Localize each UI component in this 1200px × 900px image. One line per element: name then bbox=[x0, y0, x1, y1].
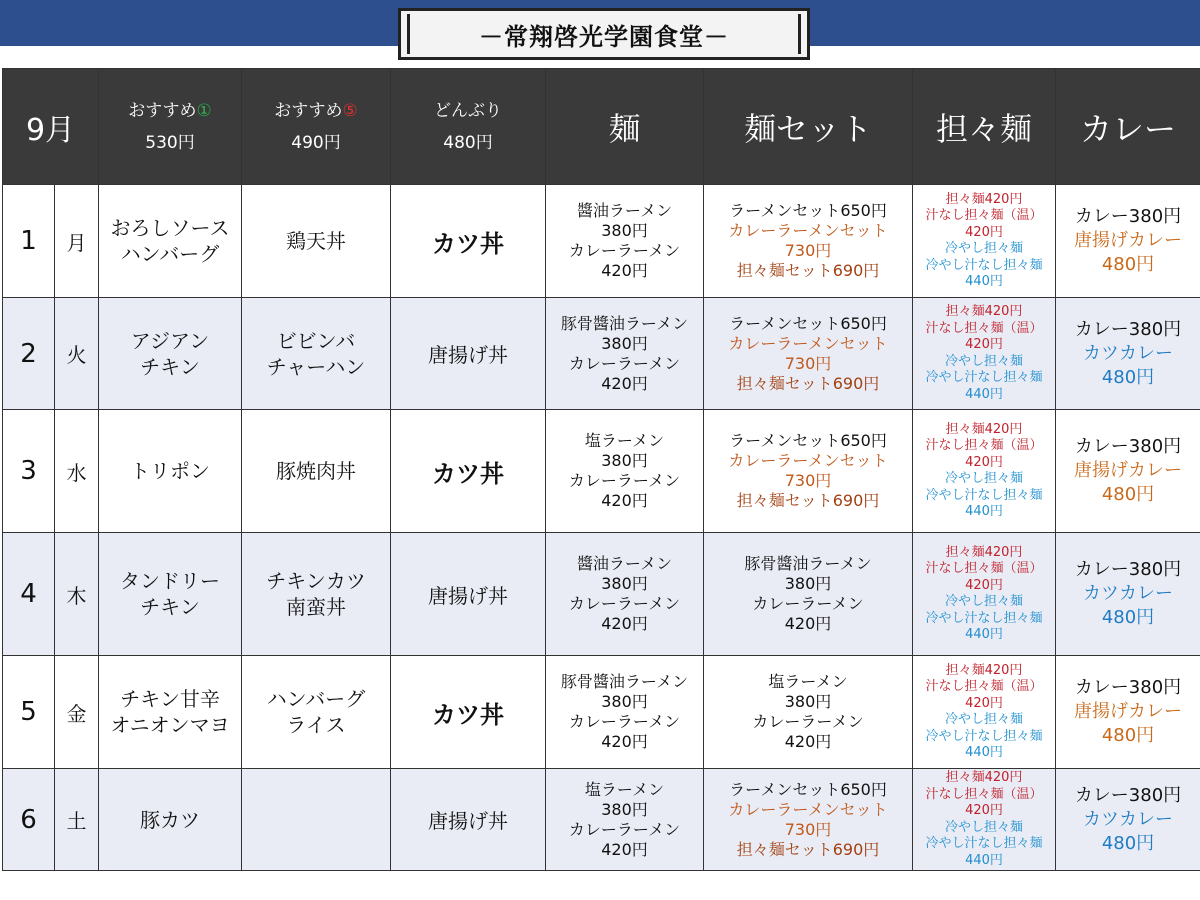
donburi-cell bbox=[391, 410, 546, 533]
cell-line: 汁なし担々麺（温） bbox=[925, 320, 1043, 336]
cell-line: 420円 bbox=[601, 373, 648, 393]
cell-line: チキンカツ bbox=[266, 569, 366, 593]
cell-line: カレーラーメン bbox=[568, 471, 681, 490]
donburi-cell bbox=[391, 656, 546, 769]
recommend-5-cell bbox=[242, 185, 391, 298]
recommend-1-cell bbox=[99, 185, 242, 298]
cell-line: 南蛮丼 bbox=[286, 595, 346, 619]
cell-line: ビビンバ bbox=[276, 328, 356, 353]
cell-line: 豚骨醬油ラーメン bbox=[560, 672, 689, 691]
donburi-name: カツ丼 bbox=[432, 700, 504, 729]
cell-line: カレーラーメン bbox=[568, 353, 681, 373]
cell-line: オニオンマヨ bbox=[110, 713, 230, 737]
cell-lines bbox=[546, 431, 703, 511]
cell-line: 420円 bbox=[965, 577, 1003, 593]
cell-lines bbox=[1056, 318, 1200, 390]
cell-line: 担々麺420円 bbox=[945, 421, 1023, 437]
cell-lines bbox=[99, 568, 241, 620]
weekday-cell bbox=[55, 533, 99, 656]
noodle-set-cell bbox=[704, 533, 913, 656]
table-row bbox=[3, 410, 1200, 533]
donburi-name: 唐揚げ丼 bbox=[428, 583, 508, 608]
tantanmen-cell bbox=[913, 533, 1056, 656]
day-number: 5 bbox=[20, 697, 37, 727]
day-number: 1 bbox=[20, 226, 37, 256]
cell-line: 420円 bbox=[601, 614, 648, 633]
cell-line: 420円 bbox=[965, 803, 1003, 818]
cell-lines bbox=[1056, 676, 1200, 748]
day-number: 3 bbox=[20, 456, 37, 486]
cell-lines bbox=[99, 215, 241, 267]
weekday: 土 bbox=[66, 809, 87, 833]
cell-line: カレー380円 bbox=[1074, 784, 1182, 806]
header-month: 9月 bbox=[3, 69, 99, 185]
cell-lines bbox=[1056, 205, 1200, 277]
cell-line: 冷やし担々麺 bbox=[944, 712, 1023, 727]
curry-cell bbox=[1056, 533, 1200, 656]
day-number-cell bbox=[3, 410, 55, 533]
cell-line: 480円 bbox=[1101, 607, 1155, 628]
cell-line: チキン甘辛 bbox=[120, 687, 220, 711]
cell-lines bbox=[704, 780, 912, 860]
cell-line: ラーメンセット650円 bbox=[729, 313, 887, 333]
cell-line: タンドリー bbox=[120, 569, 220, 593]
cell-line: 冷やし汁なし担々麺 bbox=[925, 836, 1043, 851]
cell-line: 担々麺セット690円 bbox=[736, 373, 880, 393]
curry-cell bbox=[1056, 656, 1200, 769]
tantanmen-cell bbox=[913, 185, 1056, 298]
cell-line: 440円 bbox=[965, 852, 1003, 868]
cell-line: 730円 bbox=[784, 241, 832, 260]
cell-line: 汁なし担々麺（温） bbox=[925, 679, 1043, 694]
cell-line: ラーメンセット650円 bbox=[729, 431, 887, 450]
cell-line: 汁なし担々麺（温） bbox=[925, 561, 1043, 576]
day-number-cell bbox=[3, 656, 55, 769]
cell-lines bbox=[704, 431, 912, 511]
header-noodles: 麺 bbox=[546, 69, 704, 185]
cell-line: カレー380円 bbox=[1074, 677, 1182, 698]
cell-line: カレーラーメンセット bbox=[728, 221, 888, 240]
cell-lines bbox=[99, 328, 241, 380]
cell-lines bbox=[913, 422, 1055, 521]
cell-lines bbox=[99, 807, 241, 833]
cell-line: カツカレー bbox=[1083, 583, 1173, 604]
curry-cell bbox=[1056, 769, 1200, 871]
weekday-cell bbox=[55, 656, 99, 769]
cell-line: 380円 bbox=[601, 692, 648, 711]
cell-line: 冷やし汁なし担々麺 bbox=[925, 257, 1043, 273]
weekday: 水 bbox=[66, 460, 87, 485]
cell-lines bbox=[546, 201, 703, 281]
cell-line: 担々麺セット690円 bbox=[736, 491, 880, 510]
cell-line: カレーラーメン bbox=[568, 241, 681, 260]
curry-cell bbox=[1056, 298, 1200, 410]
cell-line: 420円 bbox=[601, 261, 648, 280]
cell-line: チキン bbox=[140, 595, 200, 619]
tantanmen-cell bbox=[913, 298, 1056, 410]
donburi-cell bbox=[391, 769, 546, 871]
cell-line: 担々麺420円 bbox=[945, 544, 1023, 560]
cell-line: 醬油ラーメン bbox=[576, 201, 673, 220]
weekday: 金 bbox=[66, 701, 87, 726]
cell-line: 冷やし汁なし担々麺 bbox=[925, 610, 1043, 626]
header-recommend-1: おすすめ① 530円 bbox=[99, 69, 242, 185]
cell-line: 担々麺420円 bbox=[945, 770, 1023, 785]
cell-line: カツカレー bbox=[1083, 808, 1173, 830]
recommend-1-cell bbox=[99, 298, 242, 410]
cell-line: カツカレー bbox=[1083, 342, 1173, 364]
cell-lines bbox=[99, 686, 241, 738]
cell-line: 塩ラーメン bbox=[584, 779, 665, 799]
cell-line: カレー380円 bbox=[1074, 318, 1182, 340]
cell-line: 豚骨醬油ラーメン bbox=[560, 313, 689, 333]
noodle-cell bbox=[546, 185, 704, 298]
cell-line: チャーハン bbox=[266, 354, 366, 379]
header-donburi: どんぶり 480円 bbox=[391, 69, 546, 185]
cell-lines bbox=[546, 780, 703, 860]
day-number: 6 bbox=[20, 804, 37, 835]
weekday-cell bbox=[55, 769, 99, 871]
cell-line: 420円 bbox=[965, 695, 1003, 711]
cell-line: 440円 bbox=[965, 745, 1003, 760]
cell-line: 730円 bbox=[784, 471, 832, 490]
noodle-cell bbox=[546, 533, 704, 656]
cell-line: カレー380円 bbox=[1074, 206, 1182, 227]
cell-line: ライス bbox=[286, 713, 346, 737]
cell-line: 唐揚げカレー bbox=[1074, 230, 1182, 251]
day-number-cell bbox=[3, 769, 55, 871]
cell-line: 420円 bbox=[601, 491, 648, 510]
cell-line: 420円 bbox=[965, 224, 1003, 240]
recommend-5-cell bbox=[242, 410, 391, 533]
noodle-cell bbox=[546, 410, 704, 533]
cell-line: 420円 bbox=[965, 337, 1003, 352]
noodle-cell bbox=[546, 298, 704, 410]
cell-lines bbox=[704, 554, 912, 634]
cell-line: 醬油ラーメン bbox=[576, 554, 673, 573]
table-row bbox=[3, 656, 1200, 769]
cell-lines bbox=[242, 568, 390, 620]
cell-line: 380円 bbox=[601, 451, 648, 470]
cell-line: 380円 bbox=[601, 333, 648, 353]
weekday: 木 bbox=[66, 583, 87, 608]
recommend-1-cell bbox=[99, 410, 242, 533]
donburi-name: カツ丼 bbox=[432, 459, 504, 488]
table-row bbox=[3, 769, 1200, 871]
cell-line: 480円 bbox=[1101, 254, 1155, 275]
header-row bbox=[3, 69, 1200, 185]
tantanmen-cell bbox=[913, 769, 1056, 871]
cell-line: 冷やし汁なし担々麺 bbox=[925, 370, 1043, 385]
cell-line: 塩ラーメン bbox=[584, 431, 665, 450]
cell-line: ラーメンセット650円 bbox=[729, 201, 887, 220]
noodle-set-cell bbox=[704, 769, 913, 871]
cell-line: カレー380円 bbox=[1074, 436, 1182, 457]
cell-line: 480円 bbox=[1101, 832, 1155, 854]
cell-line: 汁なし担々麺（温） bbox=[925, 208, 1043, 223]
cell-lines bbox=[546, 554, 703, 634]
cell-line: カレーラーメンセット bbox=[728, 451, 888, 470]
cell-lines bbox=[242, 686, 390, 738]
cell-lines bbox=[546, 314, 703, 394]
cell-line: 420円 bbox=[601, 839, 648, 859]
cell-line: ハンバーグ bbox=[120, 242, 220, 266]
weekday: 月 bbox=[66, 230, 87, 255]
curry-cell bbox=[1056, 410, 1200, 533]
day-number: 4 bbox=[20, 579, 37, 609]
donburi-cell bbox=[391, 533, 546, 656]
cell-line: 唐揚げカレー bbox=[1074, 701, 1182, 722]
cell-line: 豚骨醬油ラーメン bbox=[744, 554, 872, 573]
cell-line: 420円 bbox=[784, 614, 832, 633]
cell-line: 380円 bbox=[601, 221, 648, 240]
recommend-5-cell bbox=[242, 298, 391, 410]
cell-line: カレーラーメン bbox=[752, 594, 864, 613]
weekday-cell bbox=[55, 298, 99, 410]
cell-lines bbox=[242, 228, 390, 254]
cell-line: 冷やし担々麺 bbox=[944, 353, 1023, 369]
donburi-name: カツ丼 bbox=[432, 229, 504, 258]
cell-line: カレーラーメン bbox=[568, 819, 681, 839]
cell-line: 730円 bbox=[784, 819, 832, 839]
header-noodle-set: 麺セット bbox=[704, 69, 913, 185]
recommend-5-cell bbox=[242, 533, 391, 656]
table-row bbox=[3, 185, 1200, 298]
cell-line: 唐揚げカレー bbox=[1074, 460, 1182, 481]
table-row bbox=[3, 298, 1200, 410]
cell-lines bbox=[913, 192, 1055, 291]
cell-line: 冷やし担々麺 bbox=[944, 819, 1023, 835]
cell-line: カレーラーメンセット bbox=[728, 333, 888, 353]
cell-line: 480円 bbox=[1101, 725, 1155, 746]
recommend-1-cell bbox=[99, 769, 242, 871]
cell-line: 冷やし担々麺 bbox=[944, 471, 1023, 486]
cell-lines bbox=[1056, 784, 1200, 856]
tantanmen-cell bbox=[913, 656, 1056, 769]
day-number: 2 bbox=[20, 338, 37, 369]
cell-line: チキン bbox=[140, 354, 200, 379]
cell-lines bbox=[913, 663, 1055, 762]
weekday-cell bbox=[55, 185, 99, 298]
cell-line: 豚カツ bbox=[140, 807, 200, 832]
cell-line: 440円 bbox=[965, 274, 1003, 289]
cell-line: 冷やし汁なし担々麺 bbox=[925, 728, 1043, 744]
cell-lines bbox=[242, 458, 390, 484]
cell-lines bbox=[913, 304, 1055, 403]
noodle-cell bbox=[546, 769, 704, 871]
cell-line: 420円 bbox=[965, 454, 1003, 470]
cell-line: 480円 bbox=[1101, 484, 1155, 505]
recommend-5-cell bbox=[242, 769, 391, 871]
cell-line: おろしソース bbox=[110, 216, 230, 240]
cell-line: 汁なし担々麺（温） bbox=[925, 438, 1043, 453]
cell-line: 冷やし担々麺 bbox=[944, 594, 1023, 609]
page-title: －常翔啓光学園食堂－ bbox=[479, 22, 729, 51]
day-number-cell bbox=[3, 533, 55, 656]
donburi-name: 唐揚げ丼 bbox=[428, 343, 508, 367]
weekday-cell bbox=[55, 410, 99, 533]
donburi-cell bbox=[391, 185, 546, 298]
cell-line: 380円 bbox=[784, 574, 832, 593]
cell-line: 担々麺420円 bbox=[945, 304, 1023, 319]
cell-lines bbox=[546, 672, 703, 752]
cell-lines bbox=[1056, 558, 1200, 630]
cell-line: カレーラーメン bbox=[568, 712, 681, 731]
donburi-name: 唐揚げ丼 bbox=[428, 809, 508, 833]
cell-line: カレーラーメン bbox=[752, 712, 864, 731]
cell-line: カレーラーメンセット bbox=[728, 799, 888, 819]
noodle-set-cell bbox=[704, 298, 913, 410]
menu-body bbox=[3, 185, 1200, 871]
recommend-1-cell bbox=[99, 656, 242, 769]
cell-line: 汁なし担々麺（温） bbox=[925, 786, 1043, 802]
menu-table bbox=[2, 68, 1200, 871]
cell-lines bbox=[913, 770, 1055, 869]
day-number-cell bbox=[3, 185, 55, 298]
cell-line: 冷やし汁なし担々麺 bbox=[925, 487, 1043, 503]
noodle-set-cell bbox=[704, 656, 913, 769]
table-row bbox=[3, 533, 1200, 656]
cell-line: 420円 bbox=[784, 732, 832, 751]
cell-line: 380円 bbox=[601, 574, 648, 593]
cell-line: 480円 bbox=[1101, 366, 1155, 388]
header-tantanmen: 担々麺 bbox=[913, 69, 1056, 185]
cell-lines bbox=[704, 201, 912, 281]
cell-line: 担々麺420円 bbox=[945, 191, 1023, 207]
day-number-cell bbox=[3, 298, 55, 410]
cell-lines bbox=[242, 328, 390, 380]
cell-line: 380円 bbox=[784, 692, 832, 711]
tantanmen-cell bbox=[913, 410, 1056, 533]
cell-lines bbox=[704, 672, 912, 752]
cell-line: トリポン bbox=[130, 459, 210, 483]
cell-line: 豚焼肉丼 bbox=[276, 459, 356, 483]
weekday: 火 bbox=[66, 343, 87, 367]
cell-lines bbox=[1056, 435, 1200, 507]
cell-line: ハンバーグ bbox=[266, 687, 366, 711]
cell-line: 440円 bbox=[965, 386, 1003, 402]
cell-line: 冷やし担々麺 bbox=[944, 241, 1023, 256]
cell-line: 440円 bbox=[965, 504, 1003, 519]
cell-line: 担々麺セット690円 bbox=[736, 261, 880, 280]
noodle-set-cell bbox=[704, 185, 913, 298]
cell-line: カレーラーメン bbox=[568, 594, 681, 613]
title-plate bbox=[398, 8, 810, 60]
cell-line: 420円 bbox=[601, 732, 648, 751]
cell-line: アジアン bbox=[130, 328, 210, 353]
cell-lines bbox=[913, 545, 1055, 644]
recommend-5-cell bbox=[242, 656, 391, 769]
cell-line: 440円 bbox=[965, 627, 1003, 642]
recommend-1-cell bbox=[99, 533, 242, 656]
donburi-cell bbox=[391, 298, 546, 410]
cell-line: 730円 bbox=[784, 353, 832, 373]
header-curry: カレー bbox=[1056, 69, 1200, 185]
cell-line: ラーメンセット650円 bbox=[729, 779, 887, 799]
curry-cell bbox=[1056, 185, 1200, 298]
cell-line: 塩ラーメン bbox=[768, 672, 848, 691]
cell-line: 380円 bbox=[601, 799, 648, 819]
cell-lines bbox=[99, 458, 241, 484]
noodle-set-cell bbox=[704, 410, 913, 533]
cell-lines bbox=[704, 314, 912, 394]
cell-line: カレー380円 bbox=[1074, 559, 1182, 580]
header-recommend-5: おすすめ⑤ 490円 bbox=[242, 69, 391, 185]
noodle-cell bbox=[546, 656, 704, 769]
cell-line: 担々麺420円 bbox=[945, 662, 1023, 678]
cell-line: 鶏天丼 bbox=[286, 229, 346, 253]
cell-line: 担々麺セット690円 bbox=[736, 839, 880, 859]
